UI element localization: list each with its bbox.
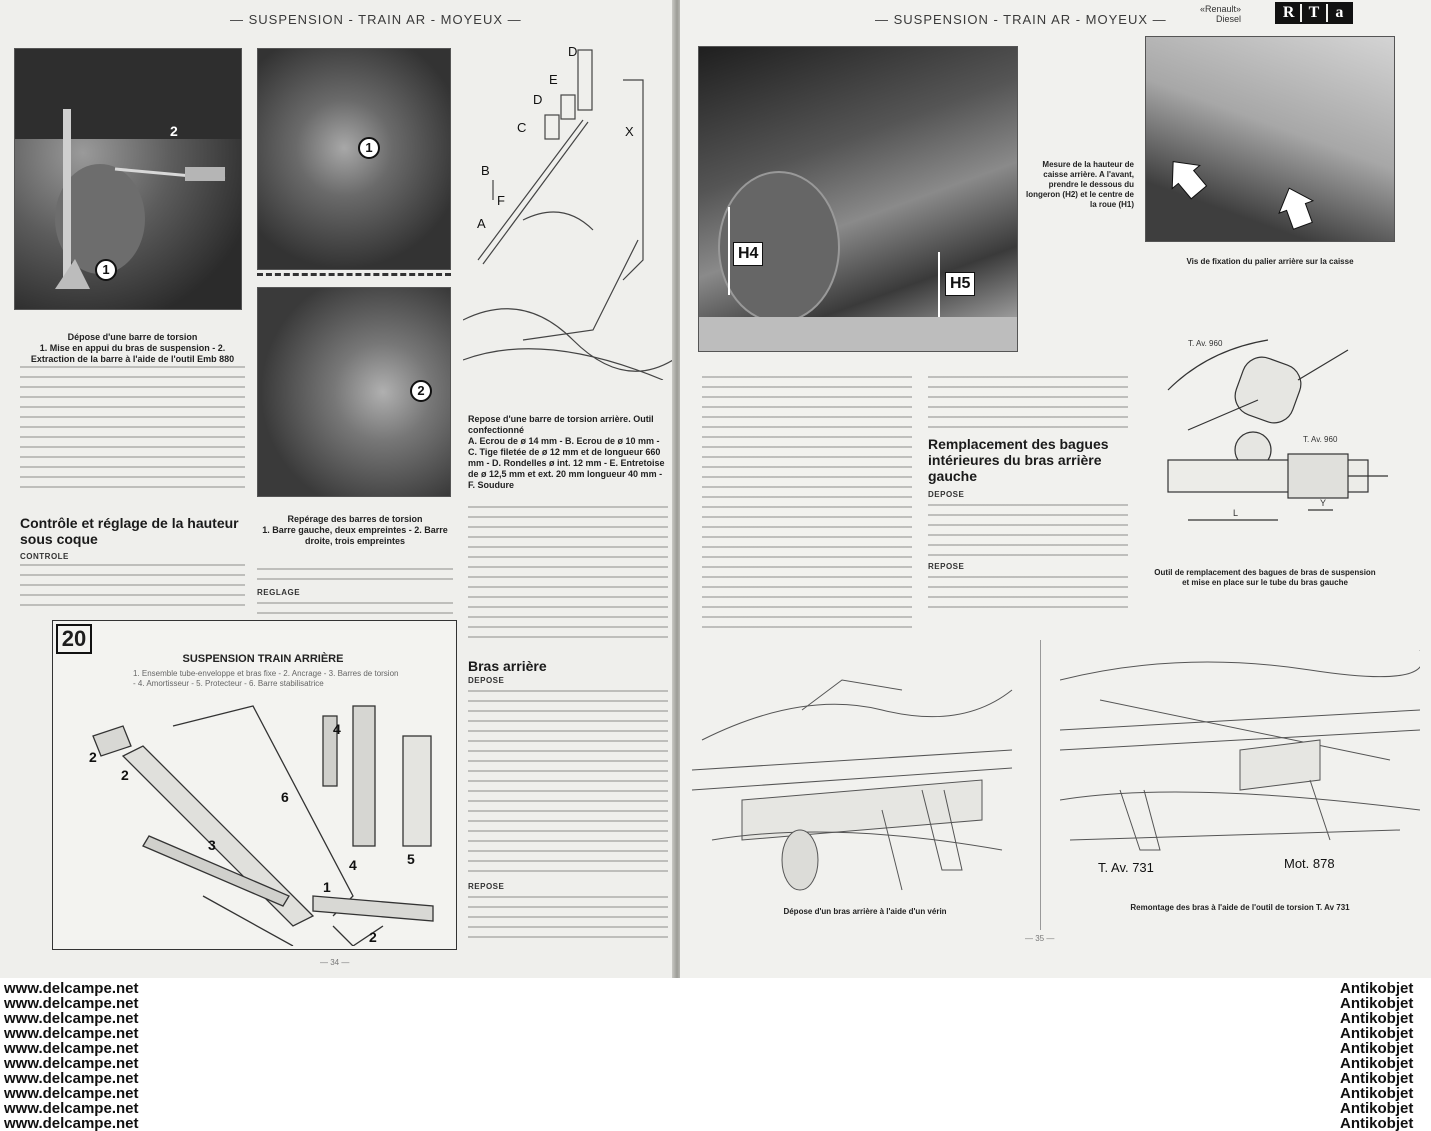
subhead-depose-left: DEPOSE <box>468 676 505 685</box>
watermark-right-text: Antikobjet <box>1340 1085 1414 1102</box>
diagram-label-x: X <box>625 124 634 139</box>
box-label-1: 1 <box>323 879 331 895</box>
text-remplacement-repose-placeholder <box>928 574 1128 610</box>
torsion-bar-marking-photo-bottom <box>257 287 451 497</box>
photo2-caption <box>255 514 455 547</box>
photo2-callout-2: 2 <box>410 380 432 402</box>
photo1-caption-text: 1. Mise en appui du bras de suspension - 2. Extraction de la barre à l'aide de l'outil Emb 880 <box>30 343 235 364</box>
diagram-label-f: F <box>497 193 505 208</box>
watermark-right-text: Antikobjet <box>1340 1010 1414 1027</box>
watermark-right-text: Antikobjet <box>1340 995 1414 1012</box>
watermark-left-text: www.delcampe.net <box>4 1115 139 1131</box>
box-label-5: 5 <box>407 851 415 867</box>
watermark-right-text: Antikobjet <box>1340 1070 1414 1087</box>
tool-label-tav960-top: T. Av. 960 <box>1188 339 1223 348</box>
logo-letter-a: a <box>1328 4 1351 22</box>
subhead-depose-right: DEPOSE <box>928 490 965 499</box>
watermark-left-text: www.delcampe.net <box>4 1055 139 1072</box>
watermark-left-text: www.delcampe.net <box>4 1040 139 1057</box>
left-page <box>0 0 676 978</box>
folio-right: — 35 — <box>1025 934 1055 943</box>
photo2-callout-1: 1 <box>358 137 380 159</box>
subhead-reglage: REGLAGE <box>257 588 301 597</box>
photo3-drawing <box>699 47 1018 352</box>
diagram-caption <box>468 414 668 491</box>
diagram-label-d-top: D <box>568 44 578 59</box>
watermark-left-text: www.delcampe.net <box>4 1085 139 1102</box>
bearing-screws-photo <box>1145 36 1395 242</box>
torsion-bar-marking-photo-top <box>257 48 451 270</box>
diagram-label-d: D <box>533 92 543 107</box>
ride-height-photo <box>698 46 1018 352</box>
watermark-left-text: www.delcampe.net <box>4 995 139 1012</box>
box-label-6: 6 <box>281 789 289 805</box>
photo1-drawing <box>15 49 242 310</box>
folio-left: — 34 — <box>320 958 350 967</box>
box-label-4a: 4 <box>333 721 341 737</box>
drawings-divider <box>1040 640 1041 930</box>
text-column-1-placeholder <box>20 364 245 494</box>
bushing-tool-drawing <box>1148 330 1398 560</box>
watermark-right-text: Antikobjet <box>1340 1115 1414 1131</box>
tool-caption: Outil de remplacement des bagues de bras de suspension et mise en place sur le tube du bras gauche <box>1154 568 1376 587</box>
right-page <box>680 0 1431 978</box>
watermark-right-text: Antikobjet <box>1340 1055 1414 1072</box>
text-reglage-placeholder <box>257 566 453 580</box>
running-head-right: — SUSPENSION - TRAIN AR - MOYEUX — <box>875 12 1167 27</box>
diagram-caption-title: Repose d'une barre de torsion arrière. Outil confectionné <box>468 414 654 435</box>
photo3-side-caption: Mesure de la hauteur de caisse arrière. A l'avant, prendre le dessous du longeron (H2) et le centre de la roue (H1) <box>1025 160 1134 209</box>
watermark-strip <box>0 979 1431 1131</box>
tool-label-tav960-side: T. Av. 960 <box>1303 435 1338 444</box>
diagram-label-a: A <box>477 216 486 231</box>
photo1-label-2: 2 <box>170 123 178 139</box>
drawing-label-mot878: Mot. 878 <box>1284 856 1335 871</box>
running-head-left: — SUSPENSION - TRAIN AR - MOYEUX — <box>230 12 522 27</box>
photo2-caption-title: Repérage des barres de torsion <box>287 514 423 524</box>
watermark-right-text: Antikobjet <box>1340 1040 1414 1057</box>
rear-arm-jack-drawing <box>682 650 1022 900</box>
torsion-tool-assembly-drawing <box>1060 640 1420 890</box>
watermark-left-text: www.delcampe.net <box>4 1070 139 1087</box>
watermark-right-text: Antikobjet <box>1340 1100 1414 1117</box>
torsion-bar-removal-photo <box>14 48 242 310</box>
watermark-left-text: www.delcampe.net <box>4 1010 139 1027</box>
heading-remplacement-bagues: Remplacement des bagues intérieures du bras arrière gauche <box>928 436 1109 484</box>
subhead-repose-right: REPOSE <box>928 562 965 571</box>
figure-number: 20 <box>56 624 92 654</box>
photo-split-line <box>257 273 451 276</box>
torsion-bar-tool-diagram <box>463 40 673 380</box>
heading-bras-arriere: Bras arrière <box>468 658 547 674</box>
watermark-left-text: www.delcampe.net <box>4 980 139 997</box>
watermark-left-text: www.delcampe.net <box>4 1025 139 1042</box>
watermark-right-text: Antikobjet <box>1340 1025 1414 1042</box>
brand-line-2: Diesel <box>1216 14 1242 24</box>
drawing-left-caption: Dépose d'un bras arrière à l'aide d'un vérin <box>783 907 947 916</box>
h4-label: H4 <box>733 242 763 266</box>
text-bras-depose-placeholder <box>468 688 668 874</box>
subhead-controle: CONTROLE <box>20 552 69 561</box>
rta-logo <box>1275 2 1353 24</box>
text-right-col1-placeholder <box>702 374 912 636</box>
text-controle-placeholder <box>20 562 245 612</box>
text-bras-repose-placeholder <box>468 894 668 944</box>
tool-label-y: Y <box>1320 498 1327 508</box>
figure-legend: 1. Ensemble tube-enveloppe et bras fixe - 2. Ancrage - 3. Barres de torsion - 4. Amortisseur - 5. Protecteur - 6. Barre stabilisatrice <box>133 669 399 688</box>
box-label-4b: 4 <box>349 857 357 873</box>
text-reglage-2-placeholder <box>257 600 453 620</box>
photo1-caption-title: Dépose d'une barre de torsion <box>67 332 198 342</box>
box-label-2c: 2 <box>369 929 377 945</box>
brand-line-1: «Renault» <box>1200 4 1242 14</box>
logo-letter-t: T <box>1302 4 1327 22</box>
tool-label-l: L <box>1233 508 1239 518</box>
figure-box-20 <box>52 620 457 950</box>
heading-controle-reglage: Contrôle et réglage de la hauteur sous coque <box>20 515 239 547</box>
watermark-left-text: www.delcampe.net <box>4 1100 139 1117</box>
figure-title: SUSPENSION TRAIN ARRIÈRE <box>182 653 344 665</box>
logo-letter-r: R <box>1277 4 1302 22</box>
box-label-2b: 2 <box>121 767 129 783</box>
photo4-drawing <box>1146 37 1395 242</box>
subhead-repose-left: REPOSE <box>468 882 505 891</box>
text-remplacement-depose-placeholder <box>928 502 1128 558</box>
text-right-col2-placeholder <box>928 374 1128 428</box>
drawing-label-tav731: T. Av. 731 <box>1098 860 1154 875</box>
photo1-callout-1: 1 <box>95 259 117 281</box>
drawing-right-caption: Remontage des bras à l'aide de l'outil de torsion T. Av 731 <box>1130 903 1350 912</box>
diagram-label-c: C <box>517 120 527 135</box>
text-column-3-placeholder <box>468 504 668 644</box>
brand-block <box>1200 4 1241 24</box>
photo2-caption-text: 1. Barre gauche, deux empreintes - 2. Barre droite, trois empreintes <box>262 525 448 546</box>
photo1-caption <box>20 332 245 365</box>
box-label-2a: 2 <box>89 749 97 765</box>
diagram-caption-text: A. Ecrou de ø 14 mm - B. Ecrou de ø 10 mm - C. Tige filetée de ø 12 mm et de longueur 660 mm - D. Rondelles ø int. 12 mm - E. Entretoise de ø 12,5 mm et ext. 20 mm longueur 40 mm - F. Soudure <box>468 436 665 490</box>
box-label-3: 3 <box>208 837 216 853</box>
watermark-right-text: Antikobjet <box>1340 980 1414 997</box>
rear-suspension-exploded-drawing <box>53 696 458 946</box>
h5-label: H5 <box>945 272 975 296</box>
diagram-label-e: E <box>549 72 558 87</box>
diagram-label-b: B <box>481 163 490 178</box>
photo4-caption: Vis de fixation du palier arrière sur la caisse <box>1186 257 1354 266</box>
